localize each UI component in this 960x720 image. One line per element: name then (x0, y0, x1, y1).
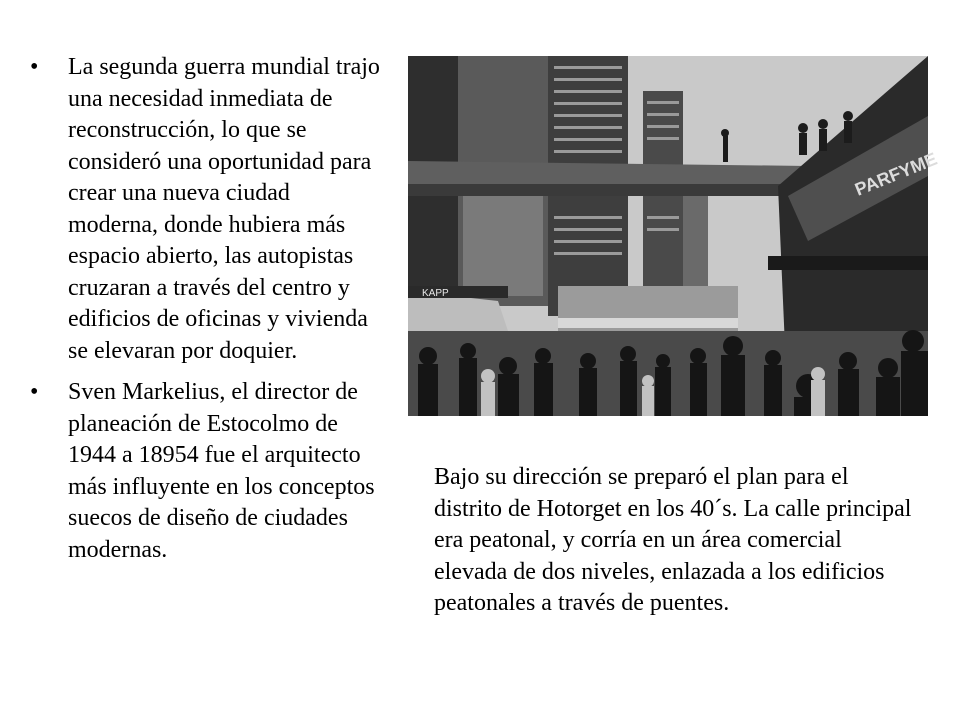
bullet-text-1: La segunda guerra mundial trajo una necesidad inmediata de reconstrucción, lo que se consideró una oportunidad para crear una nueva ciudad moderna, donde hubiera más espacio abierto, las autopistas cruzaran a través del centro y edificios de oficinas y vivienda se elevaran por doquier. (68, 54, 380, 364)
bullet-text-2: Sven Markelius, el director de planeación de Estocolmo de 1944 a 18954 fue el arquitecto más influyente en los conceptos suecos de diseño de ciudades modernas. (68, 379, 375, 563)
bullet-list (28, 52, 380, 576)
bullet-marker: • (30, 379, 39, 405)
bullet-item-2 (28, 377, 380, 566)
shop-sign-left: KAPP (422, 288, 449, 299)
bullet-marker: • (30, 54, 39, 80)
photo-caption: Bajo su dirección se preparó el plan para el distrito de Hotorget en los 40´s. La calle principal era peatonal, y corría en un área comercial elevada de dos niveles, enlazada a los edificios peatonales a través de puentes. (434, 464, 912, 616)
shop-sign-right: PARFYME (852, 148, 940, 200)
bullet-item-1 (28, 52, 380, 367)
hotorget-street-photo (408, 56, 940, 416)
